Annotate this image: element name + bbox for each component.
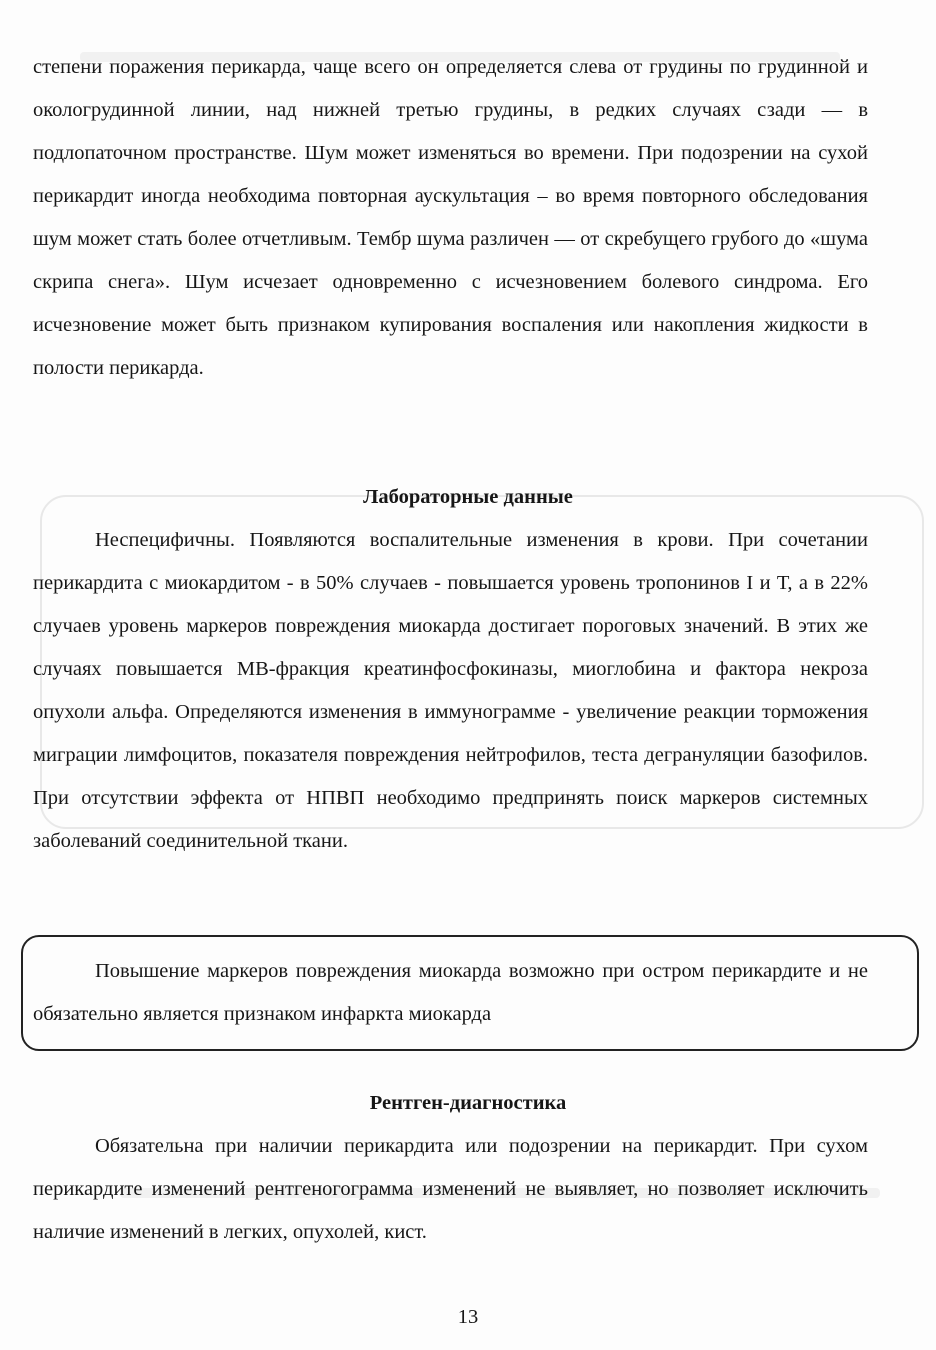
paragraph-xray: Обязательна при наличии перикардита или подозрении на перикардит. При сухом перикардите изменений рентгеногограмма изменений не выявляет, но позволяет исключить наличие изменений в легких, опухолей, кист. <box>33 1135 868 1243</box>
section-heading-lab-data: Лабораторные данные <box>363 486 573 508</box>
paragraph-pericardial-rub: степени поражения перикарда, чаще всего он определяется слева от грудины по грудинной и окологрудинной линии, над нижней третью грудины, в редких случаях сзади — в подлопаточном пространстве. Шум может изменяться во времени. При подозрении на сухой перикардит иногда необходима повторная аускультация – во время повторного обследования шум может стать более отчетливым. Тембр шума различен — от скребущего грубого до «шума скрипа снега». Шум исчезает одновременно с исчезновением болевого синдрома. Его исчезновение может быть признаком купирования воспаления или накопления жидкости в полости перикарда. <box>33 56 868 379</box>
paragraph-lab-data: Неспецифичны. Появляются воспалительные изменения в крови. При сочетании перикардита с миокардитом - в 50% случаев - повышается уровень тропонинов I и Т, а в 22% случаев уровень маркеров повреждения миокарда достигает пороговых значений. В этих же случаях повышается МВ-фракция креатинфосфокиназы, миоглобина и фактора некроза опухоли альфа. Определяются изменения в иммунограмме - увеличение реакции торможения миграции лимфоцитов, показателя повреждения нейтрофилов, теста дегрануляции базофилов. При отсутствии эффекта от НПВП необходимо предпринять поиск маркеров системных заболеваний соединительной ткани. <box>33 529 868 852</box>
page-number: 13 <box>457 1306 479 1328</box>
callout-text: Повышение маркеров повреждения миокарда возможно при остром перикардите и не обязательно является признаком инфаркта миокарда <box>33 960 868 1025</box>
section-heading-xray: Рентген-диагностика <box>369 1092 567 1114</box>
